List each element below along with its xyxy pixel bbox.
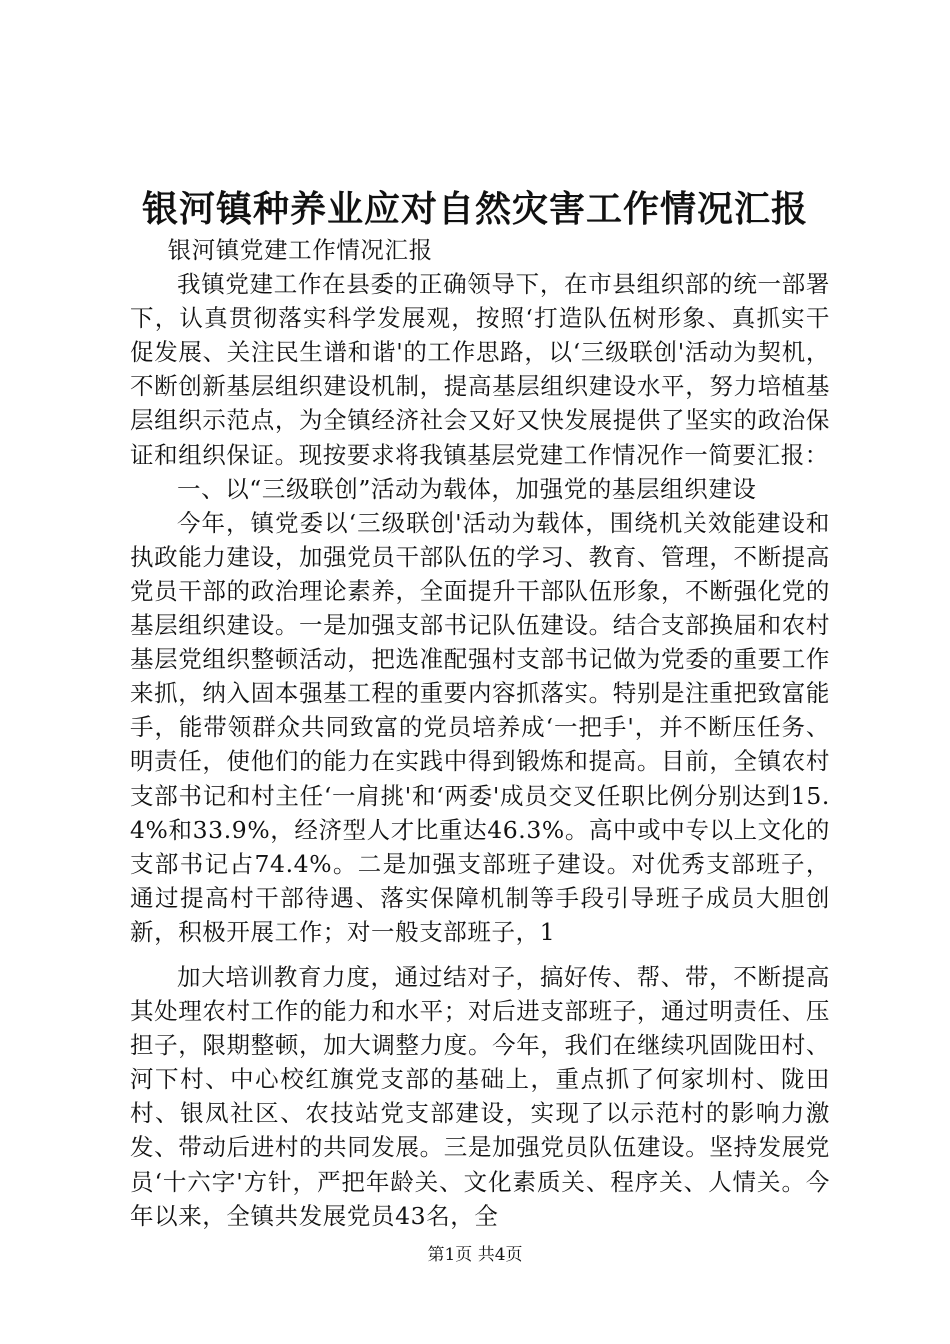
paragraph-body: 今年，镇党委以‘三级联创'活动为载体，围绕机关效能建设和执政能力建设，加强党员干部队伍的学习、教育、管理，不断提高党员干部的政治理论素养，全面提升干部队伍形象，不断强化党的基层组织建设。一是加强支部书记队伍建设。结合支部换届和农村基层党组织整顿活动，把选准配强村支部书记做为党委的重要工作来抓，纳入固本强基工程的重要内容抓落实。特别是注重把致富能手，能带领群众共同致富的党员培养成‘一把手'，并不断压任务、明责任，使他们的能力在实践中得到锻炼和提高。目前，全镇农村支部书记和村主任‘一肩挑'和‘两委'成员交叉任职比例分别达到15.4%和33.9%，经济型人才比重达46.3%。高中或中专以上文化的支部书记占74.4%。二是加强支部班子建设。对优秀支部班子，通过提高村干部待遇、落实保障机制等手段引导班子成员大胆创新，积极开展工作；对一般支部班子，1 — [130, 508, 830, 946]
paragraph-intro: 我镇党建工作在县委的正确领导下，在市县组织部的统一部署下，认真贯彻落实科学发展观，按照‘打造队伍树形象、真抓实干促发展、关注民生谱和谐'的工作思路，以‘三级联创'活动为契机，不断创新基层组织建设机制，提高基层组织建设水平，努力培植基层组织示范点，为全镇经济社会又好又快发展提供了坚实的政治保证和组织保证。现按要求将我镇基层党建工作情况作一简要汇报： — [130, 270, 830, 469]
document-subtitle: 银河镇党建工作情况汇报 — [167, 236, 433, 264]
page-break-gap — [130, 949, 830, 960]
page-footer: 第1页 共4页 — [427, 1245, 523, 1265]
paragraph-continued: 加大培训教育力度，通过结对子，搞好传、帮、带，不断提高其处理农村工作的能力和水平；对后进支部班子，通过明责任、压担子，限期整顿，加大调整力度。今年，我们在继续巩固陇田村、河下村、中心校红旗党支部的基础上，重点抓了何家圳村、陇田村、银凤社区、农技站党支部建设，实现了以示范村的影响力激发、带动后进村的共同发展。三是加强党员队伍建设。坚持发展党员‘十六字'方针，严把年龄关、文化素质关、程序关、人情关。今年以来，全镇共发展党员43名，全 — [130, 962, 830, 1230]
section-heading: 一、以“三级联创”活动为载体，加强党的基层组织建设 — [177, 474, 757, 503]
document-body — [130, 233, 830, 1233]
document-title: 银河镇种养业应对自然灾害工作情况汇报 — [141, 189, 808, 230]
